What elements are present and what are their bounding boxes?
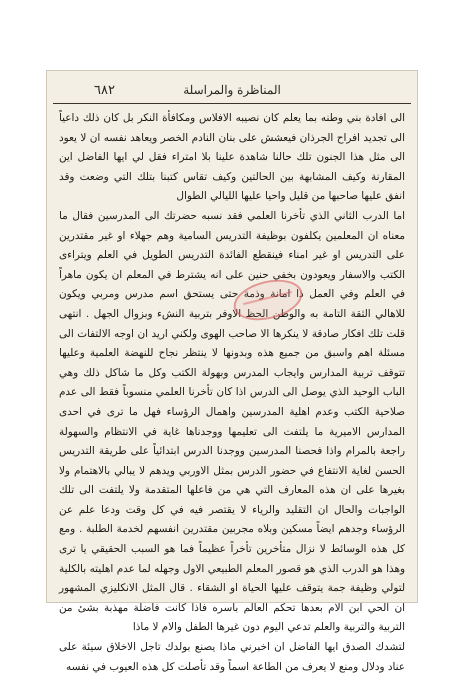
book-page [46, 70, 418, 673]
paragraph: اما الدرب الثاني الذي تأخرنا العلمي فقد نسبه حضرتك الى المدرسين فقال ما معناه ان المعلمين يكلفون بوظيفة التدريس السامية وهم جهلاء او غير مقتدرين على التدريس او غير امناء فينقطع الفائدة التدريس الطويل في العلم ويتراءى الكتب والاسفار ويعودون بخفي حنين على انه يشترط في المعلم ان يكون ماهراً في العلم وفي العمل ذا امانة وذمة حتى يستحق اسم مدرس ومربي ويكون للاهالي الثقة التامة به والوطن الحظ الاوفر بتربية النشء وبزوال الجهل . انتهى قلت تلك افكار صادقة لا ينكرها الا صاحب الهوى ولكني اريد ان اوجه الالتفات الى مسئلة اهم واسبق من جميع هذه وبدونها لا ينتظر نجاح للنهضة العلمية وعليها تتوقف تربية المدارس وايجاب المدرس وبهولة الكتب وكل ما شاكل ذلك وهي الباب الوحيد الذي يوصل الى الدرس اذا كان تأخرنا العلمي منسوباً فقط الى عدم صلاحية الكتب وعدم اهلية المدرسين واهمال الرؤساء فهل ما ترى في احدى المدارس الاميرية ما يلتفت الى تعليمها ووجدناها غاية في الانتظام والسهولة راجعة بالمرام واذا فحصنا المدرسين ووجدنا الدرس ابتدائياً على طريقة التدريس الحسن لغاية الانتفاع في حضور الدرس بمثل الاوربي ويدهم لا يبالي بالاهتمام ولا بغيرها على ان هذه المعارف التي هي من فاعلها المتقدمة ولا يلتفت الى تلك الواجبات والحال ان التقليد والرياء لا يقتصر فيه في كل وقت ودعا علم عن الرؤساء وجدهم ايضاً مسكين وبلاه مجربين مقتدرين انفسهم لخدمة الطلبة . ومع كل هذه الوسائط لا نزال متأخرين تأخراً عظيماً فما هو السبب الحقيقي يا ترى وهذا هو الدرب الذي هو قصور المعلم الطبيعي الاول وجهله لما عدم اهليته بالكلية لتولي وظيفة جمة يتوقف عليها الحياة او الشقاء . قال المثل الانكليزي المشهور ان الحي ابن الام بعدها تحكم العالم باسره فاذا كانت فاضلة مهذبة بشئ من التربية والتربية والعلم تدعي اليوم دون غيرها الطفل والام لا ماذا [59, 209, 405, 634]
paragraph: لتشدك الصدق ايها الفاضل ان اخبرني ماذا يصنع بولدك تاجل الاخلاق سيئة على عناد ودلال ومنع لا يعرف من الطاعة اسماً وقد تأصلت كل هذه العيوب في نفسه [59, 641, 405, 673]
page-header [55, 79, 409, 101]
running-head: المناظرة والمراسلة [183, 83, 281, 97]
header-rule [53, 103, 411, 104]
body-text [59, 109, 405, 673]
paragraph: الى افادة بني وطنه بما يعلم كان نصيبه الافلاس ومكافأة النكر بل كان ذلك داعياً الى تجديد افراح الجرذان فيعشش على بنان النادم الخصر ويعاهد نفسه ان لا يعود الى مثل هذا الجنون تلك حالنا شاهدة علينا بلا امتراء فقل لي ايها الفاضل اين المقارنة وكيف المشابهة بين الحالتين وكيف تقاس كتبنا بتلك التي وضعت وقد انفق عليها صاحبها من قليل واحيا عليها الليالي الطوال [59, 112, 405, 203]
page-number: ٦٨٢ [94, 82, 115, 98]
